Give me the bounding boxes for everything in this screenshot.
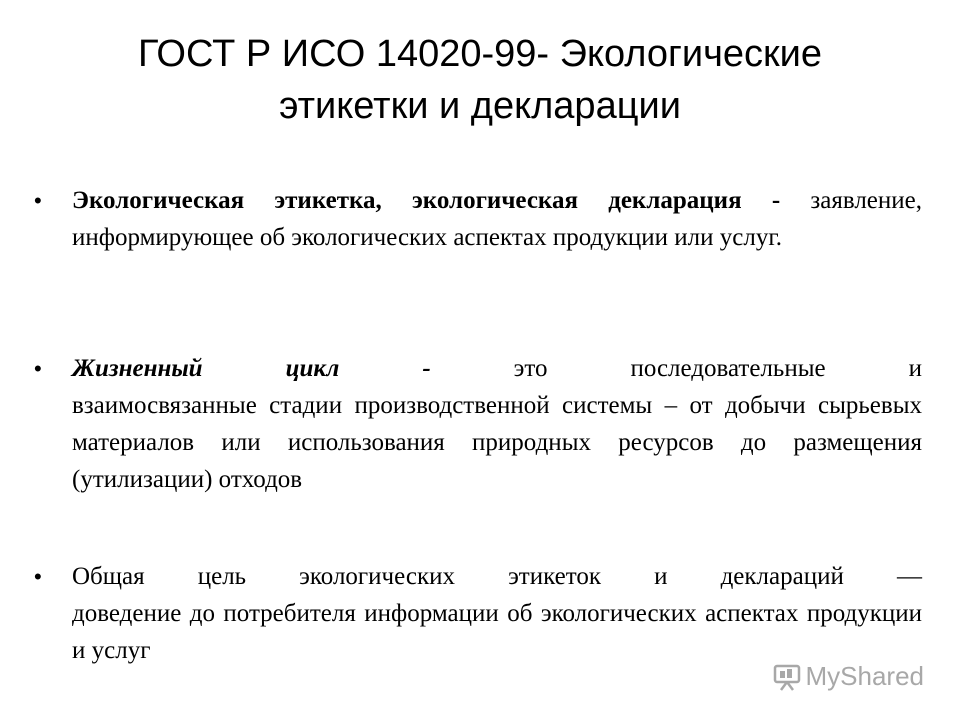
bullet-word: и — [908, 355, 922, 382]
bullet-text — [72, 182, 922, 256]
bullet-term-word: Жизненный — [72, 355, 203, 382]
bullet-word: цель — [197, 563, 247, 590]
bullet-definition: взаимосвязанные стадии производственной системы – от добычи сырьевых материалов или использования природных ресурсов до размещения (утилизации) отходов — [72, 392, 922, 493]
bullet-word: Общая — [72, 563, 145, 590]
bullet-definition: доведение до потребителя информации об экологических аспектах продукции и услуг — [72, 600, 922, 664]
bullet-first-line — [72, 558, 922, 595]
bullet-text — [72, 350, 922, 498]
bullet-item-eco-label — [34, 182, 922, 256]
bullet-word: экологических — [299, 563, 455, 590]
bullet-item-life-cycle — [34, 350, 922, 498]
bullet-word: — — [896, 563, 922, 590]
watermark — [772, 661, 925, 692]
bullet-word: последовательные — [630, 355, 826, 382]
bullet-item-goal — [34, 558, 922, 669]
bullet-icon: • — [34, 188, 42, 213]
watermark-text: MyShared — [805, 661, 924, 691]
bullet-word: этикеток — [508, 563, 601, 590]
bullet-first-line — [72, 350, 922, 387]
presentation-board-icon — [772, 662, 802, 692]
bullet-term: Экологическая этикетка, экологическая декларация - — [72, 187, 781, 214]
bullet-icon: • — [34, 564, 42, 589]
bullet-word: и — [654, 563, 668, 590]
bullet-word: деклараций — [720, 563, 844, 590]
slide-title: ГОСТ Р ИСО 14020-99- Экологические этикетки и декларации — [137, 33, 823, 127]
bullet-icon: • — [34, 356, 42, 381]
bullet-term-word: цикл — [285, 355, 340, 382]
bullet-definition: заявление, информирующее об экологических аспектах продукции или услуг. — [72, 187, 922, 251]
bullet-text — [72, 558, 922, 669]
bullet-term-dash: - — [422, 355, 431, 382]
bullet-word: это — [513, 355, 548, 382]
